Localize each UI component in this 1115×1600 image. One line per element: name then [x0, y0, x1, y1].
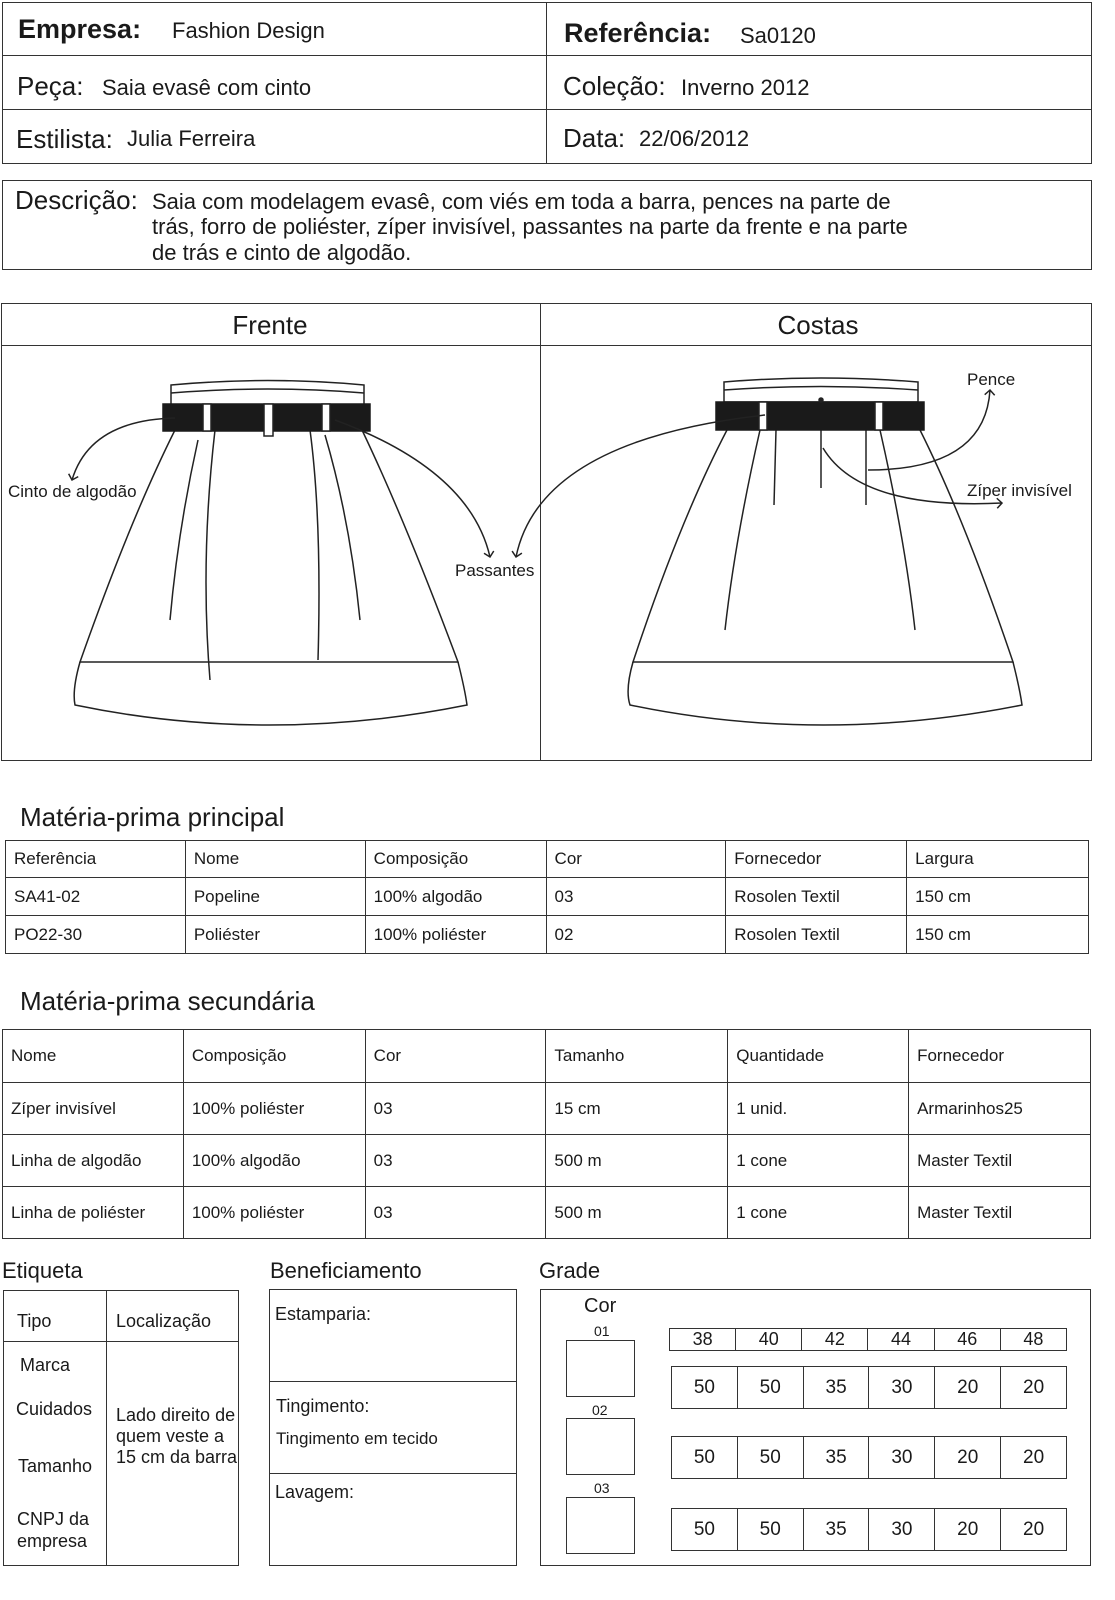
referencia-value: Sa0120 [740, 23, 816, 48]
cor-label: 01 [594, 1323, 610, 1339]
descricao-line: trás, forro de poliéster, zíper invisível, passantes na parte da frente e na parte [152, 214, 908, 239]
table-cell: 1 cone [728, 1135, 909, 1187]
size-cell: 38 [670, 1329, 736, 1351]
qty-cell: 50 [737, 1367, 803, 1409]
size-cell: 40 [736, 1329, 802, 1351]
table-cell: 500 m [546, 1187, 728, 1239]
etiqueta-header-line [3, 1341, 239, 1342]
qty-cell: 20 [935, 1367, 1001, 1409]
etiqueta-localizacao-value: Lado direito de quem veste a 15 cm da barra [116, 1405, 238, 1467]
table-cell: Rosolen Textil [726, 916, 907, 954]
annotation-passantes: Passantes [455, 561, 535, 580]
frente-title: Frente [232, 310, 308, 340]
etiqueta-col-localizacao: Localização [116, 1311, 212, 1331]
data-value: 22/06/2012 [639, 126, 750, 151]
descricao-label: Descrição: [15, 185, 138, 215]
table-cell: Linha de poliéster [3, 1187, 184, 1239]
grade-cor-label: Cor [584, 1295, 617, 1317]
table-cell: 1 unid. [728, 1083, 909, 1135]
qty-cell: 50 [672, 1367, 738, 1409]
qty-cell: 35 [803, 1367, 869, 1409]
table-cell: Master Textil [909, 1135, 1091, 1187]
cor-swatch [566, 1418, 635, 1475]
qty-cell: 20 [1001, 1437, 1067, 1479]
table-header-cell: Cor [365, 1030, 546, 1083]
qty-cell: 20 [935, 1509, 1001, 1551]
descricao-line: de trás e cinto de algodão. [152, 240, 412, 265]
table-cell: SA41-02 [6, 878, 186, 916]
grade-qty-table [671, 1508, 1067, 1551]
beneficiamento-line [269, 1381, 517, 1382]
tingimento-label: Tingimento: [276, 1396, 370, 1416]
arrow-passantes-back [516, 415, 765, 557]
table-cell: 500 m [546, 1135, 728, 1187]
qty-cell: 30 [869, 1437, 935, 1479]
etiqueta-tipo-item: Tamanho [18, 1456, 93, 1476]
etiqueta-divider [106, 1290, 107, 1566]
data-label: Data: [563, 123, 626, 153]
secundaria-table [2, 1029, 1091, 1239]
table-row [3, 1083, 1091, 1135]
table-row [6, 878, 1089, 916]
cor-label: 02 [592, 1402, 608, 1418]
qty-cell: 20 [1001, 1367, 1067, 1409]
cor-swatch [566, 1340, 635, 1397]
grade-qty-table [671, 1436, 1067, 1479]
table-header-cell: Quantidade [728, 1030, 909, 1083]
colecao-value: Inverno 2012 [681, 75, 810, 100]
table-cell: Linha de algodão [3, 1135, 184, 1187]
qty-cell: 50 [737, 1437, 803, 1479]
table-header-cell: Largura [907, 841, 1089, 878]
table-row [3, 1187, 1091, 1239]
grade-qty-row [672, 1509, 1067, 1551]
estamparia-label: Estamparia: [275, 1304, 372, 1324]
annotation-cinto: Cinto de algodão [8, 482, 137, 501]
qty-cell: 35 [803, 1509, 869, 1551]
referencia-label: Referência: [564, 18, 712, 48]
grade-sizes-row [670, 1329, 1067, 1351]
principal-title: Matéria-prima principal [20, 802, 285, 832]
table-cell: 100% poliéster [183, 1187, 365, 1239]
qty-cell: 50 [672, 1437, 738, 1479]
table-cell: 100% poliéster [183, 1083, 365, 1135]
table-cell: Rosolen Textil [726, 878, 907, 916]
table-cell: 03 [365, 1135, 546, 1187]
etiqueta-col-tipo: Tipo [17, 1311, 52, 1331]
table-header-cell: Referência [6, 841, 186, 878]
descricao-line: Saia com modelagem evasê, com viés em toda a barra, pences na parte de [152, 189, 891, 214]
beneficiamento-title: Beneficiamento [270, 1258, 422, 1283]
costas-title: Costas [777, 310, 859, 340]
table-cell: 03 [546, 878, 726, 916]
qty-cell: 50 [672, 1509, 738, 1551]
empresa-value: Fashion Design [172, 18, 325, 43]
front-skirt-drawing [74, 381, 467, 726]
tingimento-value: Tingimento em tecido [276, 1429, 438, 1448]
colecao-label: Coleção: [563, 71, 666, 101]
table-cell: 100% poliéster [365, 916, 546, 954]
qty-cell: 30 [869, 1367, 935, 1409]
size-cell: 42 [802, 1329, 868, 1351]
secundaria-title: Matéria-prima secundária [20, 986, 315, 1016]
table-cell: 150 cm [907, 878, 1089, 916]
lavagem-label: Lavagem: [275, 1482, 355, 1502]
size-cell: 48 [1000, 1329, 1066, 1351]
back-skirt-drawing [628, 378, 1022, 725]
table-header-row [6, 841, 1089, 878]
cor-label: 03 [594, 1480, 610, 1496]
skirt-drawings [0, 0, 1115, 780]
table-cell: Master Textil [909, 1187, 1091, 1239]
grade-title: Grade [539, 1258, 601, 1283]
table-cell: PO22-30 [6, 916, 186, 954]
etiqueta-tipo-item: CNPJ da empresa [17, 1509, 90, 1551]
grade-qty-row [672, 1437, 1067, 1479]
table-cell: Zíper invisível [3, 1083, 184, 1135]
size-cell: 46 [934, 1329, 1000, 1351]
grade-qty-row [672, 1367, 1067, 1409]
arrow-passantes-front [335, 420, 490, 557]
qty-cell: 20 [1001, 1509, 1067, 1551]
table-cell: 1 cone [728, 1187, 909, 1239]
table-cell: 100% algodão [183, 1135, 365, 1187]
size-cell: 44 [868, 1329, 934, 1351]
estilista-value: Julia Ferreira [127, 126, 256, 151]
qty-cell: 50 [737, 1509, 803, 1551]
table-header-cell: Tamanho [546, 1030, 728, 1083]
etiqueta-title: Etiqueta [2, 1258, 83, 1283]
table-cell: 03 [365, 1083, 546, 1135]
annotation-ziper: Zíper invisível [967, 481, 1072, 500]
etiqueta-tipo-item: Cuidados [16, 1399, 93, 1419]
table-cell: 150 cm [907, 916, 1089, 954]
estilista-label: Estilista: [16, 124, 113, 154]
empresa-label: Empresa: [18, 14, 142, 44]
annotation-pence: Pence [967, 370, 1016, 389]
grade-sizes-table [669, 1328, 1067, 1351]
qty-cell: 20 [935, 1437, 1001, 1479]
qty-cell: 30 [869, 1509, 935, 1551]
table-header-cell: Nome [3, 1030, 184, 1083]
table-cell: Armarinhos25 [909, 1083, 1091, 1135]
beneficiamento-block [269, 1289, 517, 1566]
table-row [6, 916, 1089, 954]
table-cell: 100% algodão [365, 878, 546, 916]
table-header-row [3, 1030, 1091, 1083]
peca-label: Peça: [17, 71, 84, 101]
peca-value: Saia evasê com cinto [102, 75, 312, 100]
table-header-cell: Composição [365, 841, 546, 878]
table-cell: 03 [365, 1187, 546, 1239]
beneficiamento-line [269, 1473, 517, 1474]
table-row [3, 1135, 1091, 1187]
principal-table [5, 840, 1089, 954]
table-cell: Popeline [185, 878, 365, 916]
arrow-cinto [72, 418, 175, 480]
qty-cell: 35 [803, 1437, 869, 1479]
table-header-cell: Cor [546, 841, 726, 878]
table-header-cell: Composição [183, 1030, 365, 1083]
cor-swatch [566, 1497, 635, 1554]
table-header-cell: Nome [185, 841, 365, 878]
etiqueta-tipo-item: Marca [20, 1355, 71, 1375]
table-cell: Poliéster [185, 916, 365, 954]
grade-qty-table [671, 1366, 1067, 1409]
table-cell: 02 [546, 916, 726, 954]
table-cell: 15 cm [546, 1083, 728, 1135]
table-header-cell: Fornecedor [909, 1030, 1091, 1083]
table-header-cell: Fornecedor [726, 841, 907, 878]
